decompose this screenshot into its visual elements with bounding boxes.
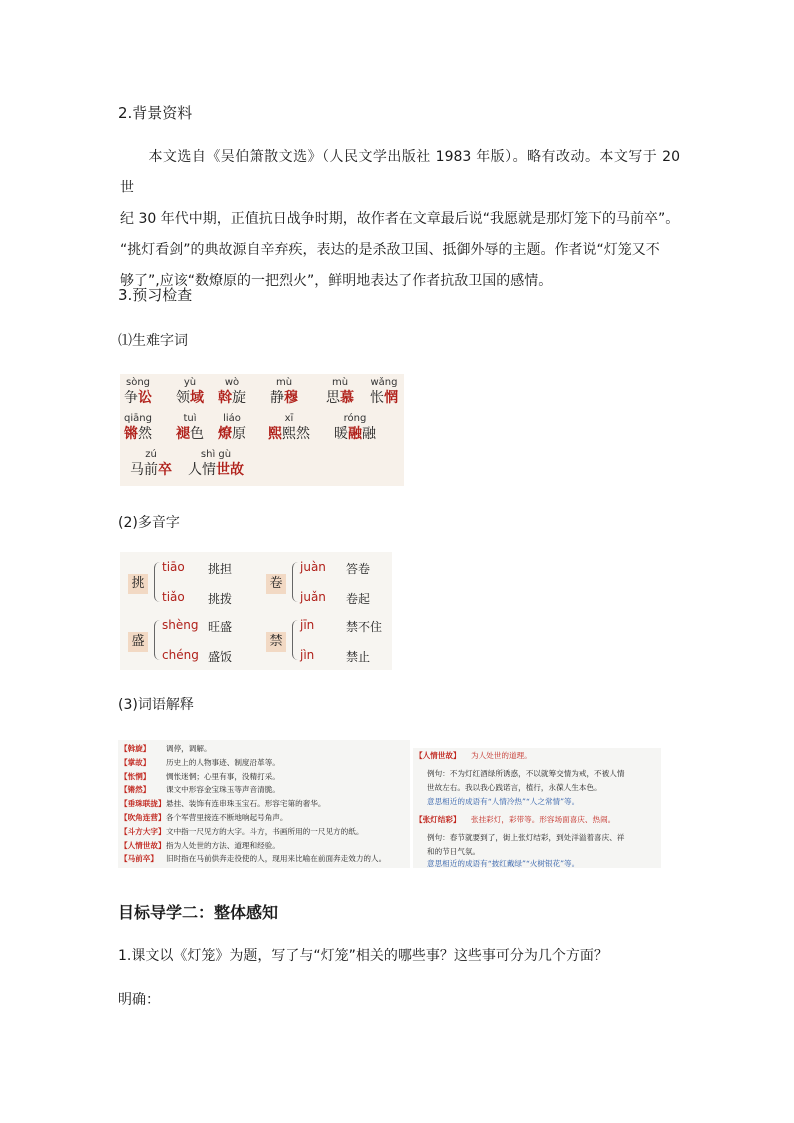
pinyin-word bbox=[130, 448, 172, 479]
pinyin-words-panel bbox=[120, 374, 404, 486]
subheading-vocabulary: (3)词语解释 bbox=[118, 697, 194, 713]
vocab-entry: 【人情世故】指为人处世的方法、道理和经验。 bbox=[120, 840, 280, 850]
pinyin-hanzi: 静穆 bbox=[270, 390, 298, 406]
vocabulary-panel-left bbox=[118, 740, 410, 868]
vocab-right-example: 例句：春节就要到了，街上张灯结彩，到处洋溢着喜庆、祥 bbox=[427, 833, 625, 842]
pinyin-hanzi: 马前卒 bbox=[130, 462, 172, 478]
pinyin-reading: mù bbox=[275, 377, 293, 388]
pinyin-word bbox=[124, 412, 152, 443]
polyphone-word: 禁不住 bbox=[346, 620, 383, 634]
answer-label: 明确： bbox=[118, 992, 160, 1008]
pinyin-reading: wǎng bbox=[370, 377, 398, 388]
paragraph-line: 本文选自《吴伯箫散文选》（人民文学出版社 1983 年版）。略有改动。本文写于 20 世 bbox=[120, 149, 680, 196]
polyphone-char: 盛 bbox=[128, 632, 148, 652]
pinyin-reading: wò bbox=[224, 377, 240, 388]
polyphone-word: 挑拨 bbox=[208, 592, 233, 606]
pinyin-hanzi: 人情世故 bbox=[188, 462, 244, 478]
polyphone-panel bbox=[120, 552, 392, 670]
polyphone-char: 卷 bbox=[266, 574, 286, 594]
pinyin-word bbox=[268, 412, 310, 443]
pinyin-word bbox=[218, 412, 246, 443]
pinyin-reading: yù bbox=[183, 377, 197, 388]
vocab-right-similar: 意思相近的成语有“人情冷热”“人之常情”等。 bbox=[427, 797, 580, 806]
polyphone-reading: juàn bbox=[300, 560, 326, 574]
pinyin-word bbox=[270, 376, 298, 407]
pinyin-hanzi: 锵然 bbox=[124, 426, 152, 442]
vocab-right-example: 世故左右。我以我心践诺言，植行，永葆人生本色。 bbox=[427, 783, 602, 792]
subheading-polyphones: (2)多音字 bbox=[118, 515, 180, 531]
pinyin-word bbox=[176, 412, 204, 443]
pinyin-reading: qiāng bbox=[124, 413, 152, 424]
pinyin-hanzi: 怅惘 bbox=[370, 390, 398, 406]
pinyin-hanzi: 斡旋 bbox=[218, 390, 246, 406]
polyphone-reading: jīn bbox=[300, 618, 315, 632]
pinyin-hanzi: 熙熙然 bbox=[268, 426, 310, 442]
pinyin-word bbox=[124, 376, 152, 407]
polyphone-char: 挑 bbox=[128, 574, 148, 594]
polyphone-reading: tiāo bbox=[162, 560, 185, 574]
vocab-right-entry-1: 【人情世故】 为人处世的道理。 bbox=[415, 751, 532, 760]
pinyin-hanzi: 领域 bbox=[176, 390, 204, 406]
polyphone-reading: juǎn bbox=[300, 590, 326, 604]
question-1: 1.课文以《灯笼》为题，写了与“灯笼”相关的哪些事？这些事可分为几个方面？ bbox=[118, 948, 608, 964]
vocab-entry: 【怅惘】 惆怅迷惘；心里有事，没精打采。 bbox=[120, 771, 280, 781]
vocab-right-example: 和的节日气氛。 bbox=[427, 847, 481, 856]
paragraph-line: 够了”,应该“数燎原的一把烈火”，鲜明地表达了作者抗敌卫国的感情。 bbox=[120, 273, 553, 289]
vocab-entry: 【吹角连营】各个军营里接连不断地响起号角声。 bbox=[120, 813, 288, 822]
polyphone-reading: chéng bbox=[162, 648, 199, 662]
pinyin-hanzi: 燎原 bbox=[218, 426, 246, 442]
polyphone-word: 盛饭 bbox=[208, 650, 233, 664]
section-heading-preview: 3.预习检查 bbox=[118, 286, 193, 304]
vocabulary-panel-right bbox=[413, 748, 661, 868]
paragraph-line: 纪 30 年代中期，正值抗日战争时期，故作者在文章最后说“我愿就是那灯笼下的马前卒”。 bbox=[120, 211, 680, 227]
vocab-entry: 【马前卒】 旧时指在马前供奔走役使的人，现用来比喻在前面奔走效力的人。 bbox=[120, 854, 387, 864]
pinyin-hanzi: 思慕 bbox=[326, 390, 354, 406]
vocab-entry: 【斡旋】 调停，调解。 bbox=[120, 744, 212, 753]
vocab-entry: 【垂珠联拢】悬挂、装饰有连串珠玉宝石。形容宅第的奢华。 bbox=[120, 799, 326, 809]
pinyin-reading: shì gù bbox=[200, 449, 232, 460]
polyphone-word: 旺盛 bbox=[208, 620, 233, 634]
polyphone-reading: tiǎo bbox=[162, 590, 185, 604]
polyphone-reading: shèng bbox=[162, 618, 199, 632]
polyphone-word: 答卷 bbox=[346, 562, 371, 576]
pinyin-reading: róng bbox=[343, 413, 367, 424]
vocab-right-entry-2: 【张灯结彩】 张挂彩灯，彩带等。形容场面喜庆、热闹。 bbox=[415, 815, 616, 824]
pinyin-word bbox=[176, 376, 204, 407]
background-paragraph bbox=[120, 142, 680, 297]
polyphone-word: 卷起 bbox=[346, 592, 371, 606]
vocab-right-example: 例句：不为灯红酒绿所诱惑，不以就筹交情为戒，不被人情 bbox=[427, 769, 625, 778]
polyphone-char: 禁 bbox=[266, 632, 286, 652]
pinyin-reading: tuì bbox=[183, 413, 197, 424]
polyphone-word: 禁止 bbox=[346, 650, 371, 664]
polyphone-reading: jìn bbox=[300, 648, 315, 662]
pinyin-word bbox=[370, 376, 398, 407]
pinyin-reading: xī bbox=[284, 413, 294, 424]
pinyin-hanzi: 争讼 bbox=[124, 390, 152, 406]
vocab-entry: 【斗方大字】文中指一尺见方的大字。斗方，书画所用的一尺见方的纸。 bbox=[120, 826, 364, 836]
pinyin-hanzi: 褪色 bbox=[176, 426, 204, 442]
pinyin-word bbox=[326, 376, 354, 407]
pinyin-word bbox=[188, 448, 244, 479]
subheading-difficult-words: ⑴生难字词 bbox=[118, 333, 188, 349]
pinyin-hanzi: 暖融融 bbox=[334, 426, 376, 442]
polyphone-word: 挑担 bbox=[208, 562, 233, 576]
pinyin-word bbox=[218, 376, 246, 407]
vocab-entry: 【掌故】 历史上的人物事迹、制度沿革等。 bbox=[120, 757, 280, 767]
vocab-entry: 【锵然】 课文中形容金宝珠玉等声音清脆。 bbox=[120, 785, 280, 795]
section-heading-background: 2.背景资料 bbox=[118, 104, 193, 122]
pinyin-reading: sòng bbox=[125, 377, 150, 388]
paragraph-line: “挑灯看剑”的典故源自辛弃疾，表达的是杀敌卫国、抵御外辱的主题。作者说“灯笼又不 bbox=[120, 242, 660, 258]
pinyin-reading: zú bbox=[145, 449, 157, 460]
pinyin-reading: liáo bbox=[223, 413, 241, 424]
pinyin-word bbox=[334, 412, 376, 443]
vocab-right-similar: 意思相近的成语有“披红戴绿”“火树银花”等。 bbox=[427, 859, 580, 868]
section-heading-goal: 目标导学二：整体感知 bbox=[118, 903, 279, 922]
pinyin-reading: mù bbox=[331, 377, 349, 388]
